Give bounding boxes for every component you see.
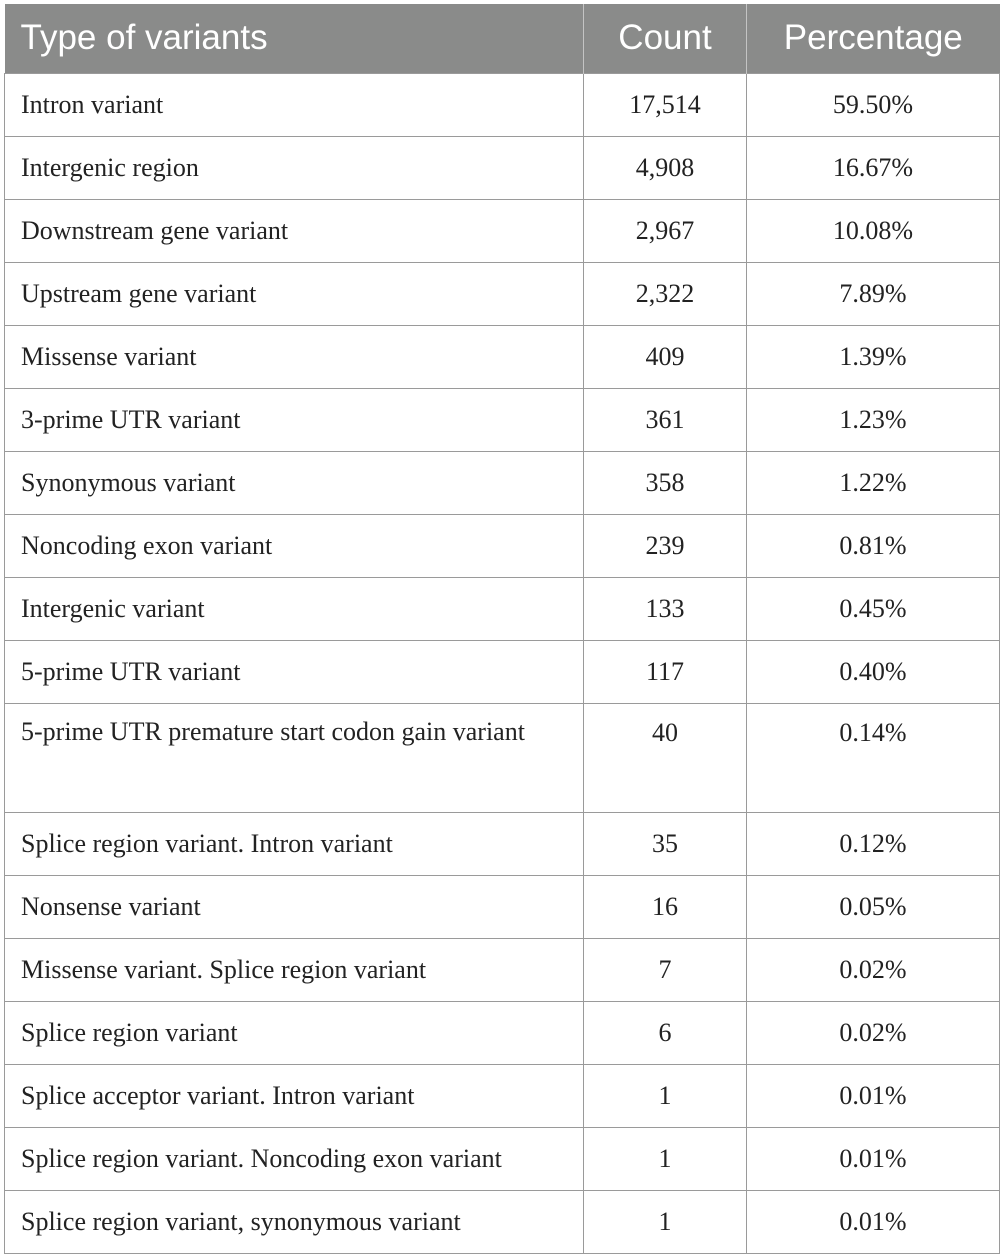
header-percentage: Percentage [783, 18, 963, 58]
table-row [5, 451, 1000, 514]
cell-type: Intergenic variant [5, 577, 584, 640]
cell-count: 6 [584, 1001, 747, 1064]
cell-type: 5-prime UTR variant [5, 640, 584, 703]
cell-type: Splice acceptor variant. Intron variant [5, 1064, 584, 1127]
table-row [5, 388, 1000, 451]
cell-type: Noncoding exon variant [5, 514, 584, 577]
table-row [5, 1001, 1000, 1064]
cell-count: 361 [584, 388, 747, 451]
cell-count: 2,322 [584, 262, 747, 325]
cell-type: Splice region variant [5, 1001, 584, 1064]
table-row [5, 199, 1000, 262]
cell-count: 409 [584, 325, 747, 388]
cell-percentage: 0.01% [747, 1127, 1000, 1190]
cell-type: Intergenic region [5, 136, 584, 199]
cell-count: 2,967 [584, 199, 747, 262]
cell-type: 5-prime UTR premature start codon gain variant [5, 703, 584, 812]
table-row [5, 514, 1000, 577]
cell-percentage: 7.89% [747, 262, 1000, 325]
cell-percentage: 1.39% [747, 325, 1000, 388]
table-row [5, 703, 1000, 812]
cell-type: Missense variant. Splice region variant [5, 938, 584, 1001]
cell-type: Upstream gene variant [5, 262, 584, 325]
cell-percentage: 59.50% [747, 73, 1000, 136]
cell-percentage: 0.40% [747, 640, 1000, 703]
table-row [5, 875, 1000, 938]
cell-type: Splice region variant. Noncoding exon variant [5, 1127, 584, 1190]
cell-percentage: 10.08% [747, 199, 1000, 262]
cell-type: Nonsense variant [5, 875, 584, 938]
cell-type: 3-prime UTR variant [5, 388, 584, 451]
cell-count: 358 [584, 451, 747, 514]
cell-percentage: 0.01% [747, 1190, 1000, 1253]
table-row [5, 136, 1000, 199]
table-body [5, 73, 1000, 1253]
cell-percentage: 1.23% [747, 388, 1000, 451]
cell-count: 17,514 [584, 73, 747, 136]
cell-count: 40 [584, 703, 747, 812]
cell-type: Intron variant [5, 73, 584, 136]
cell-count: 1 [584, 1127, 747, 1190]
cell-type: Missense variant [5, 325, 584, 388]
cell-count: 1 [584, 1190, 747, 1253]
table-row [5, 73, 1000, 136]
cell-count: 239 [584, 514, 747, 577]
cell-percentage: 0.01% [747, 1064, 1000, 1127]
cell-count: 4,908 [584, 136, 747, 199]
cell-percentage: 0.02% [747, 1001, 1000, 1064]
cell-percentage: 1.22% [747, 451, 1000, 514]
cell-percentage: 0.02% [747, 938, 1000, 1001]
cell-percentage: 0.14% [747, 703, 1000, 812]
cell-type: Synonymous variant [5, 451, 584, 514]
cell-percentage: 0.05% [747, 875, 1000, 938]
table-row [5, 1127, 1000, 1190]
cell-count: 117 [584, 640, 747, 703]
table-header [5, 4, 1000, 73]
header-row [5, 4, 1000, 73]
table-row [5, 640, 1000, 703]
cell-type: Downstream gene variant [5, 199, 584, 262]
cell-percentage: 0.12% [747, 812, 1000, 875]
header-count: Count [584, 4, 747, 73]
cell-type: Splice region variant, synonymous variant [5, 1190, 584, 1253]
cell-percentage: 0.45% [747, 577, 1000, 640]
cell-type: Splice region variant. Intron variant [5, 812, 584, 875]
cell-count: 1 [584, 1064, 747, 1127]
table-row [5, 262, 1000, 325]
cell-count: 16 [584, 875, 747, 938]
table-row [5, 1064, 1000, 1127]
cell-count: 133 [584, 577, 747, 640]
table-row [5, 938, 1000, 1001]
cell-count: 35 [584, 812, 747, 875]
cell-count: 7 [584, 938, 747, 1001]
header-type-of-variants: Type of variants [5, 4, 584, 73]
cell-percentage: 16.67% [747, 136, 1000, 199]
table-row [5, 325, 1000, 388]
table-row [5, 812, 1000, 875]
table-row [5, 577, 1000, 640]
variants-table [4, 4, 1000, 1254]
cell-percentage: 0.81% [747, 514, 1000, 577]
